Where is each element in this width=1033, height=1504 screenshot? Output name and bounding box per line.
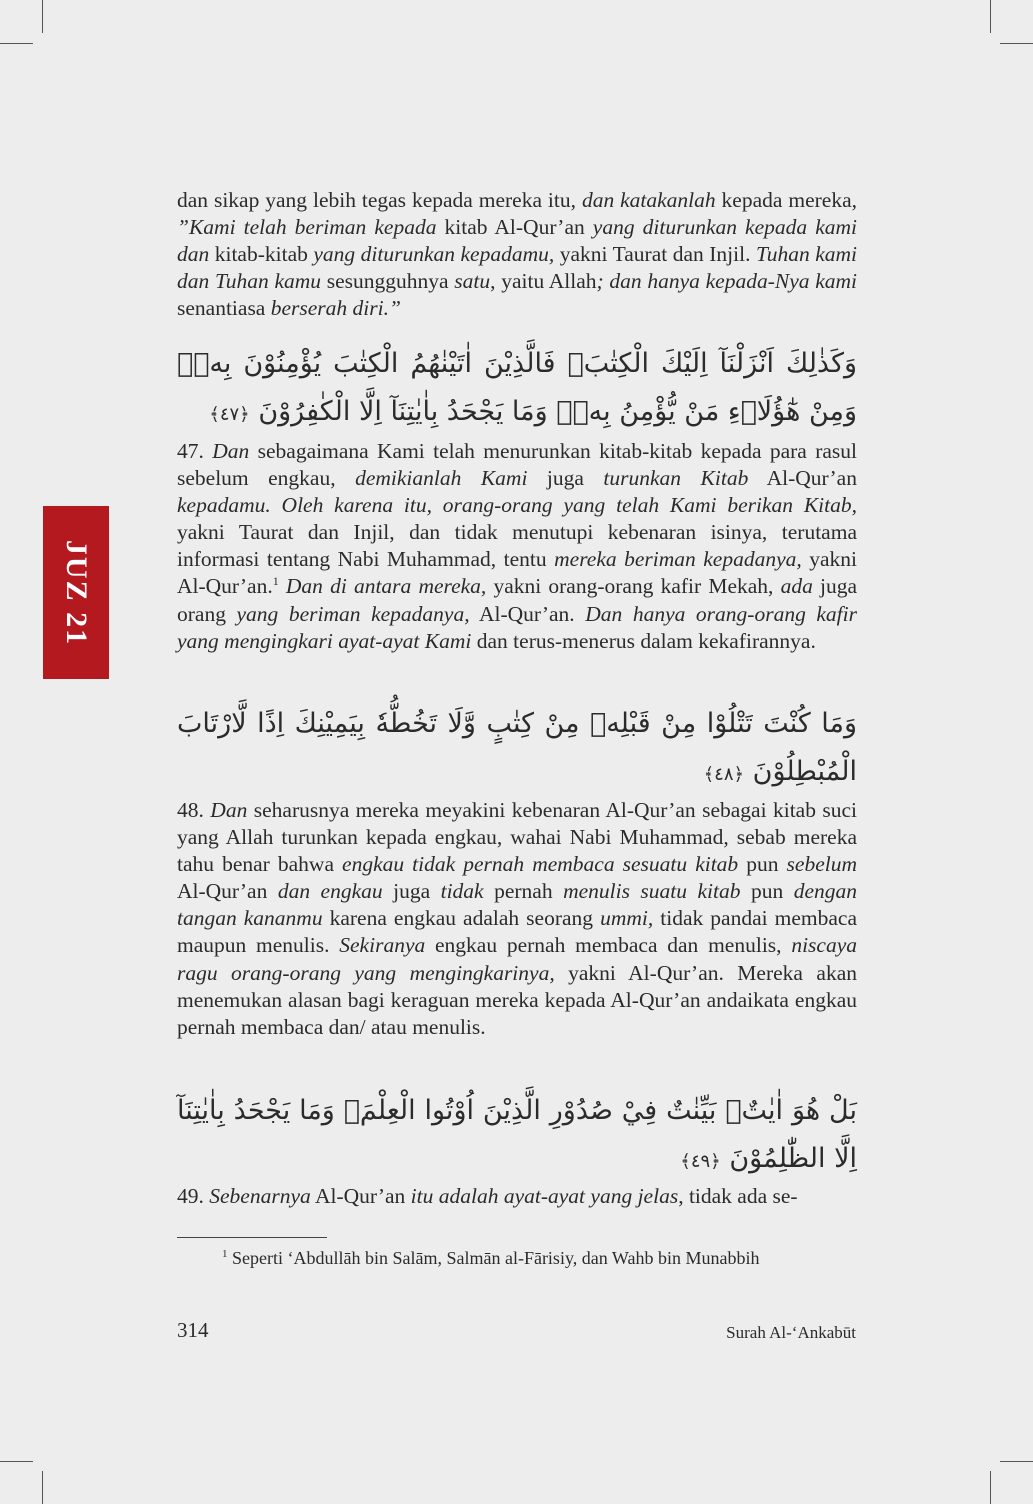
footnote-text: Seperti ‘Abdullāh bin Salām, Salmān al-Fārisiy, dan Wahb bin Munabbih	[232, 1248, 760, 1268]
footnote	[222, 1243, 862, 1269]
italic-phrase: Dan	[210, 798, 248, 822]
text-run: dan terus-menerus dalam kekafirannya.	[471, 628, 816, 653]
crop-mark	[0, 1461, 33, 1462]
translation-block-48	[177, 797, 857, 1041]
text-run: senantiasa	[177, 296, 271, 321]
text-run: juga	[382, 879, 441, 904]
italic-phrase: dengan tangan kananmu	[177, 879, 857, 931]
text-run: sebagaimana Kami telah menurunkan kitab-kitab kepada para rasul sebelum engkau,	[177, 439, 857, 491]
italic-phrase: ada	[780, 574, 813, 599]
italic-phrase: niscaya ragu orang-orang yang mengingkarinya,	[177, 933, 857, 985]
arabic-text	[177, 340, 857, 439]
italic-phrase: itu adalah ayat-ayat yang jelas	[410, 1184, 679, 1208]
ayah-number-value: ٤٧	[219, 404, 240, 425]
text-run: pun	[738, 852, 787, 877]
footnote-reference: 1	[272, 574, 279, 589]
page-number: 314	[177, 1318, 209, 1342]
text-run: kepada mereka,	[715, 188, 857, 212]
italic-phrase: ”Kami telah beriman kepada	[177, 215, 437, 240]
text-run: , tidak ada se-	[678, 1184, 798, 1208]
text-run: yakni orang-orang kafir Mekah,	[486, 574, 781, 599]
italic-phrase: Dan hanya orang-orang kafir yang mengingkari ayat-ayat Kami	[177, 601, 857, 653]
text-run: kitab-kitab	[209, 242, 314, 267]
translation-paragraph	[177, 438, 857, 655]
text-run: engkau pernah membaca dan menulis,	[425, 933, 792, 958]
italic-phrase: Dan	[212, 439, 250, 463]
text-run: Al-Qur’an	[177, 879, 278, 904]
footnote-marker: 1	[222, 1248, 228, 1260]
italic-phrase: berserah diri.”	[270, 296, 401, 321]
arabic-verse-47	[177, 340, 857, 439]
text-run: yakni Taurat dan Injil, dan tidak menutupi kebenaran isinya, terutama informasi tentang Nabi Muhammad, tentu	[177, 520, 857, 572]
text-run: Al-Qur’an	[310, 1184, 411, 1208]
italic-phrase: engkau tidak pernah membaca sesuatu kitab	[342, 852, 739, 877]
ayah-number-value: ٤٩	[690, 1151, 711, 1172]
translation-block-intro	[177, 187, 857, 322]
translation-block-47	[177, 438, 857, 655]
juz-label: JUZ 21	[60, 539, 93, 646]
arabic-text	[177, 1087, 857, 1186]
italic-phrase: Dan di antara mereka,	[285, 574, 487, 599]
text-run: seharusnya mereka meyakini kebenaran Al-Qur’an sebagai kitab suci yang Allah turunkan kepada engkau, wahai Nabi Muhammad, sebab mereka tahu benar bahwa	[177, 798, 858, 877]
italic-phrase: dan hanya kepada-Nya kami	[609, 269, 857, 294]
crop-mark	[42, 1471, 43, 1504]
crop-mark	[990, 0, 991, 33]
ayah-number: ﴿٤٧﴾	[209, 404, 250, 425]
text-run: sesungguhnya	[321, 269, 455, 294]
arabic-verse-48	[177, 700, 857, 799]
arabic-verse-49	[177, 1087, 857, 1186]
italic-phrase: menulis suatu kitab	[563, 879, 741, 904]
text-run: , yaitu Allah	[490, 269, 597, 294]
footnote-rule	[177, 1237, 327, 1238]
text-run: yakni Taurat dan Injil.	[554, 242, 756, 267]
italic-phrase: ummi,	[600, 906, 654, 931]
italic-phrase: tidak	[440, 879, 484, 904]
italic-phrase: dan katakanlah	[581, 188, 716, 212]
arabic-verse-text: وَمَا كُنْتَ تَتْلُوْا مِنْ قَبْلِهٖ مِنْ كِتٰبٍ وَّلَا تَخُطُّهٗ بِيَمِيْنِكَ اِذًا لَّارْتَابَ الْمُبْطِلُوْنَ	[177, 708, 857, 787]
ayah-number-value: ٤٨	[714, 764, 734, 785]
italic-phrase: satu	[454, 269, 491, 294]
text-run: pernah	[483, 879, 564, 904]
translation-paragraph	[177, 797, 857, 1041]
arabic-text	[177, 700, 857, 799]
italic-phrase: Sekiranya	[339, 933, 426, 958]
text-run: Al-Qur’an.	[469, 601, 586, 626]
crop-mark	[42, 0, 43, 33]
text-run: 49.	[177, 1184, 210, 1208]
italic-phrase: kepadamu. Oleh karena itu, orang-orang yang telah Kami berikan Kitab,	[177, 493, 857, 518]
italic-phrase: dan engkau	[277, 879, 383, 904]
text-run: Al-Qur’an	[748, 466, 857, 491]
translation-paragraph	[177, 187, 857, 322]
text-run: yakni Al-Qur’an.	[177, 547, 857, 599]
text-run: kitab Al-Qur’an	[436, 215, 593, 240]
italic-phrase: mereka beriman kepadanya,	[554, 547, 802, 572]
text-run: karena engkau adalah seorang	[322, 906, 601, 931]
italic-phrase: ;	[596, 269, 604, 294]
italic-phrase: Tuhan kami dan Tuhan kamu	[177, 242, 857, 294]
crop-mark	[0, 43, 33, 44]
translation-block-49	[177, 1183, 857, 1210]
text-run: 47.	[177, 439, 213, 463]
arabic-verse-text: بَلْ هُوَ اٰيٰتٌۢ بَيِّنٰتٌ فِيْ صُدُوْرِ الَّذِيْنَ اُوْتُوا الْعِلْمَۗ وَمَا يَجْحَدُ بِاٰيٰتِنَآ اِلَّا الظّٰلِمُوْنَ	[177, 1095, 857, 1174]
italic-phrase: yang beriman kepadanya,	[236, 601, 470, 626]
translation-paragraph	[177, 1183, 857, 1210]
crop-mark	[1000, 43, 1033, 44]
text-run: juga	[527, 466, 604, 491]
italic-phrase: yang diturunkan kepada kami dan	[177, 215, 857, 267]
arabic-verse-text: وَكَذٰلِكَ اَنْزَلْنَآ اِلَيْكَ الْكِتٰبَۗ فَالَّذِيْنَ اٰتَيْنٰهُمُ الْكِتٰبَ يُؤْمِنُوْنَ بِهٖۚ وَمِنْ هٰٓؤُلَاۤءِ مَنْ يُّؤْمِنُ بِهٖۗ وَمَا يَجْحَدُ بِاٰيٰتِنَآ اِلَّا الْكٰفِرُوْنَ	[177, 348, 857, 427]
ayah-number: ﴿٤٩﴾	[680, 1151, 721, 1172]
running-title: Surah Al-‘Ankabūt	[726, 1323, 856, 1342]
text-run: tidak pandai membaca maupun menulis.	[177, 906, 857, 958]
crop-mark	[990, 1471, 991, 1504]
italic-phrase: turunkan Kitab	[603, 466, 749, 491]
italic-phrase: yang diturunkan kepadamu,	[313, 242, 555, 267]
crop-mark	[1000, 1461, 1033, 1462]
text-run: yakni Al-Qur’an. Mereka akan menemukan alasan bagi keraguan mereka kepada Al-Qur’an andaikata engkau pernah membaca dan/ atau menulis.	[177, 960, 857, 1039]
juz-side-tab	[43, 506, 109, 679]
ayah-number: ﴿٤٨﴾	[703, 764, 745, 785]
text-run	[279, 574, 286, 598]
text-run: 48.	[177, 798, 211, 822]
italic-phrase: demikianlah Kami	[355, 466, 528, 491]
text-run: pun	[740, 879, 794, 904]
text-run: juga orang	[177, 574, 857, 626]
italic-phrase: sebelum	[786, 852, 857, 877]
italic-phrase: Sebenarnya	[209, 1184, 311, 1208]
text-run: dan sikap yang lebih tegas kepada mereka itu,	[177, 188, 582, 212]
